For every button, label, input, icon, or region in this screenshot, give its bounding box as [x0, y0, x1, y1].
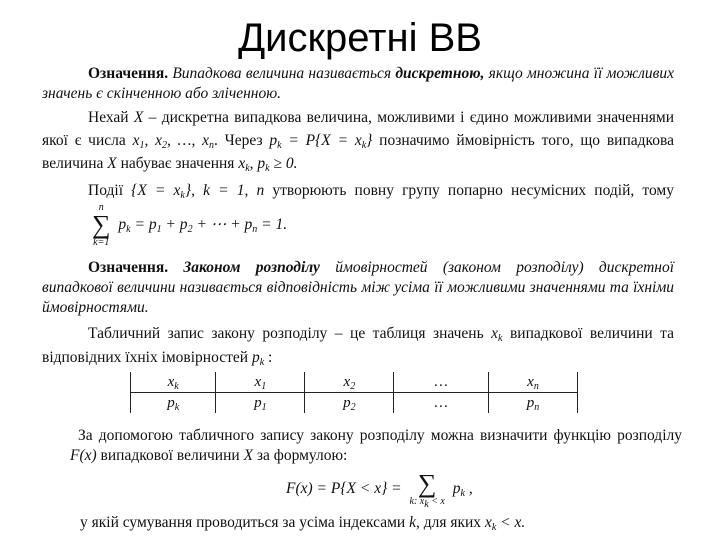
p2-b: – дискретна випадкова величина, можливими і єдино можливими значеннями якої є числа	[42, 109, 674, 149]
p6-b: k	[409, 514, 416, 531]
sum-symbol-cdf: ∑ k: $x_k < x$	[409, 469, 445, 510]
p6-c: , для яких	[415, 514, 482, 531]
table-row-probabilities	[131, 393, 578, 414]
cell-dots: …	[394, 372, 489, 393]
definition-text-a: Випадкова величина називається	[172, 65, 392, 82]
cell-x1: $x_1$	[216, 372, 305, 393]
formula-pk: $p_k = P\{X = x_k\}$	[269, 132, 373, 151]
p5-b: випадкової величини	[100, 447, 240, 464]
var-x: X	[133, 109, 144, 126]
p6-a: у якій сумування проводиться за усіма індексами	[80, 514, 406, 531]
p2-a: Нехай	[88, 109, 129, 126]
cell-pn: $p_n$	[488, 393, 577, 414]
formula-xk-lt-x: $x_k < x$.	[484, 514, 526, 533]
p5-c: за формулою:	[256, 447, 348, 464]
definition-label: Означення.	[88, 65, 169, 82]
cell-xn: $x_n$	[488, 372, 577, 393]
p3-b: утворюють повну групу попарно несумісних подій, тому	[272, 182, 674, 199]
p2-f: ,	[249, 155, 254, 172]
p2-e: набуває значення	[120, 155, 235, 172]
formula-events: $\{X = x_k\}$, k = 1, n	[131, 182, 265, 201]
sum-symbol: n ∑ k=1	[92, 202, 111, 248]
paragraph-values	[42, 106, 674, 175]
p5-a: За допомогою табличного запису закону розподілу можна визначити функцію розподілу	[78, 427, 682, 444]
definition-law	[42, 258, 674, 318]
formula-xk: $x_k$	[238, 155, 250, 174]
cell-p2: $p_2$	[305, 393, 394, 414]
p2-d: позначимо ймовірність того, що випадкова величина	[42, 132, 675, 172]
p4-c: випадкової величини та відповідних їхніх імовірностей	[42, 325, 675, 366]
definition-term: дискретною,	[395, 65, 485, 82]
definition2-text: ймовірностей (законом розподілу) дискретної випадкової величини називається відповідність між усіма її можливими значеннями та їхніми ймовірностями.	[42, 259, 675, 316]
paragraph-events	[42, 180, 674, 248]
p3-a: Події	[88, 182, 123, 199]
p4-b: це таблиця значень	[350, 325, 484, 342]
paragraph-summation	[80, 514, 525, 532]
definition-discrete	[42, 64, 674, 104]
cell-x2: $x_2$	[305, 372, 394, 393]
formula-pk-2: $p_k$	[251, 349, 265, 368]
definition-text-b: якщо множина її можливих значень є скінченною або зліченною.	[42, 65, 675, 102]
p2-c: . Через	[214, 132, 263, 149]
cell-dots-2: …	[394, 393, 489, 414]
cdf-formula: F(x) = P{X < x} = ∑ k: $x_k < x$ $p_k$ ,	[286, 469, 473, 510]
formula-xk-2: $x_k$	[491, 325, 503, 344]
distribution-table	[130, 372, 578, 413]
formula-Fx: F(x)	[70, 447, 97, 464]
cell-pk: $p_k$	[167, 394, 180, 413]
definition2-label: Означення.	[88, 259, 169, 276]
var-x-3: X	[243, 447, 254, 464]
cell-xk: $x_k$	[131, 372, 216, 393]
paragraph-table-intro: Табличний запис закону розподілу – це таблиця значень $x_k$ випадкової величини та відповідних їхніх імовірностей $p_k$ :	[42, 325, 675, 368]
p4-d: :	[268, 349, 273, 366]
var-x-2: X	[107, 155, 117, 172]
formula-sum-pk: $p_k = p_1 + p_2$ + ⋯ + $p_n = 1$.	[118, 215, 288, 235]
table-row-values	[131, 372, 578, 393]
formula-values: $x_1$, $x_2$, …, $x_n$	[132, 132, 215, 151]
formula-pk-nonneg: $p_k \ge 0$.	[257, 155, 298, 174]
paragraph-cdf	[70, 426, 682, 466]
definition2-term: Законом розподілу	[183, 259, 320, 276]
p4-a: Табличний запис закону розподілу	[88, 325, 328, 342]
slide-title: Дискретні ВВ	[238, 16, 482, 60]
cell-p1: $p_1$	[216, 393, 305, 414]
